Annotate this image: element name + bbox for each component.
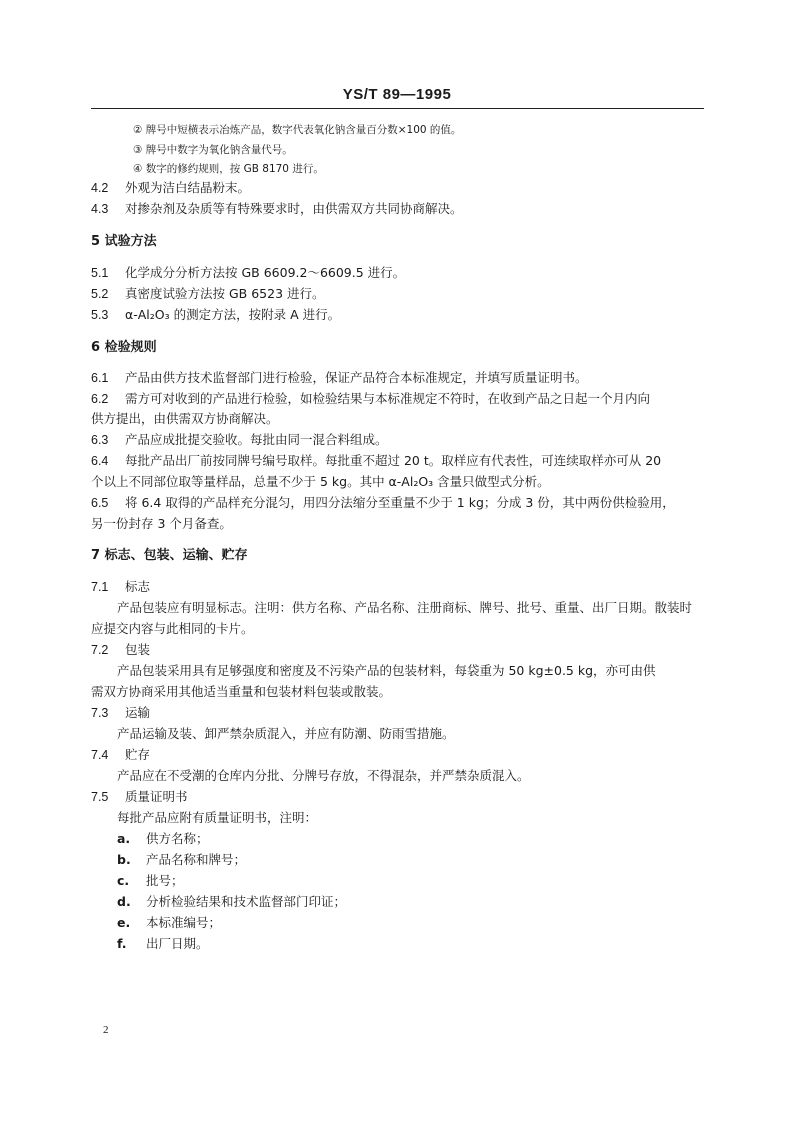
note-3: ③ 牌号中数字为氧化钠含量代号。 — [133, 144, 293, 156]
list-item: 本标准编号； — [146, 915, 222, 930]
clause-text-continued: 需双方协商采用其他适当重量和包装材料包装或散装。 — [91, 684, 392, 699]
clause-text: 产品由供方技术监督部门进行检验，保证产品符合本标准规定，并填写质量证明书。 — [125, 370, 588, 385]
clause-number: 5.3 — [91, 308, 109, 322]
list-item-label: c. — [117, 873, 130, 888]
clause-title: 贮存 — [125, 747, 151, 762]
clause-text: 产品应成批提交验收。每批由同一混合料组成。 — [125, 432, 388, 447]
list-item-label: e. — [117, 915, 131, 930]
list-item-label: d. — [117, 894, 131, 909]
clause-number: 6.2 — [91, 392, 109, 406]
clause-text: 化学成分分析方法按 GB 6609.2～6609.5 进行。 — [125, 265, 406, 280]
clause-number: 5.1 — [91, 266, 109, 280]
clause-title: 质量证明书 — [125, 789, 188, 804]
clause-text: 产品包装采用具有足够强度和密度及不污染产品的包装材料，每袋重为 50 kg±0.5 kg，亦可由供 — [117, 663, 656, 678]
clause-number: 4.2 — [91, 181, 109, 195]
clause-title: 包装 — [125, 642, 151, 657]
list-item: 出厂日期。 — [146, 936, 209, 951]
clause-number: 7.4 — [91, 748, 109, 762]
clause-number: 7.5 — [91, 790, 109, 804]
clause-text: 外观为洁白结晶粉末。 — [125, 180, 251, 195]
clause-title: 运输 — [125, 705, 151, 720]
clause-text-continued: 另一份封存 3 个月备查。 — [91, 516, 232, 531]
clause-text: 产品运输及装、卸严禁杂质混入，并应有防潮、防雨雪措施。 — [117, 726, 455, 741]
clause-number: 6.5 — [91, 496, 109, 510]
list-item: 分析检验结果和技术监督部门印证； — [146, 894, 347, 909]
clause-text: 真密度试验方法按 GB 6523 进行。 — [125, 286, 325, 301]
clause-text-continued: 个以上不同部位取等量样品，总量不少于 5 kg。其中 α-Al₂O₃ 含量只做型式分析。 — [91, 474, 550, 489]
clause-text: α-Al₂O₃ 的测定方法，按附录 A 进行。 — [125, 307, 341, 322]
clause-number: 6.1 — [91, 371, 109, 385]
clause-text: 产品应在不受潮的仓库内分批、分牌号存放，不得混杂，并严禁杂质混入。 — [117, 768, 530, 783]
clause-text: 需方可对收到的产品进行检验，如检验结果与本标准规定不符时，在收到产品之日起一个月内向 — [125, 391, 651, 406]
clause-number: 6.4 — [91, 454, 109, 468]
clause-text-continued: 供方提出，由供需双方协商解决。 — [91, 411, 279, 426]
list-item: 产品名称和牌号； — [146, 852, 247, 867]
list-item-label: b. — [117, 852, 131, 867]
note-2: ② 牌号中短横表示冶炼产品，数字代表氧化钠含量百分数×100 的值。 — [133, 124, 462, 136]
standard-code-header: YS/T 89—1995 — [342, 86, 452, 103]
clause-text: 产品包装应有明显标志。注明：供方名称、产品名称、注册商标、牌号、批号、重量、出厂日期。散装时 — [117, 600, 693, 615]
clause-number: 5.2 — [91, 287, 109, 301]
list-item: 批号； — [146, 873, 184, 888]
page-number: 2 — [103, 1024, 109, 1036]
section-heading: 6 检验规则 — [91, 340, 157, 355]
list-item-label: a. — [117, 831, 131, 846]
list-item-label: f. — [117, 936, 127, 951]
clause-text: 将 6.4 取得的产品样充分混匀，用四分法缩分至重量不少于 1 kg；分成 3 份，其中两份供检验用， — [125, 495, 675, 510]
clause-text-continued: 应提交内容与此相同的卡片。 — [91, 621, 254, 636]
clause-number: 4.3 — [91, 202, 109, 216]
clause-number: 7.2 — [91, 643, 109, 657]
note-4: ④ 数字的修约规则，按 GB 8170 进行。 — [133, 163, 324, 175]
section-heading: 7 标志、包装、运输、贮存 — [91, 548, 248, 563]
section-heading: 5 试验方法 — [91, 234, 157, 249]
clause-text: 对掺杂剂及杂质等有特殊要求时，由供需双方共同协商解决。 — [125, 201, 463, 216]
list-item: 供方名称； — [146, 831, 209, 846]
clause-text: 每批产品应附有质量证明书，注明： — [117, 810, 318, 825]
clause-number: 7.3 — [91, 706, 109, 720]
clause-title: 标志 — [125, 579, 151, 594]
clause-number: 7.1 — [91, 580, 109, 594]
header-rule — [91, 108, 704, 109]
clause-text: 每批产品出厂前按同牌号编号取样。每批重不超过 20 t。取样应有代表性，可连续取样亦可从 20 — [125, 453, 662, 468]
clause-number: 6.3 — [91, 433, 109, 447]
